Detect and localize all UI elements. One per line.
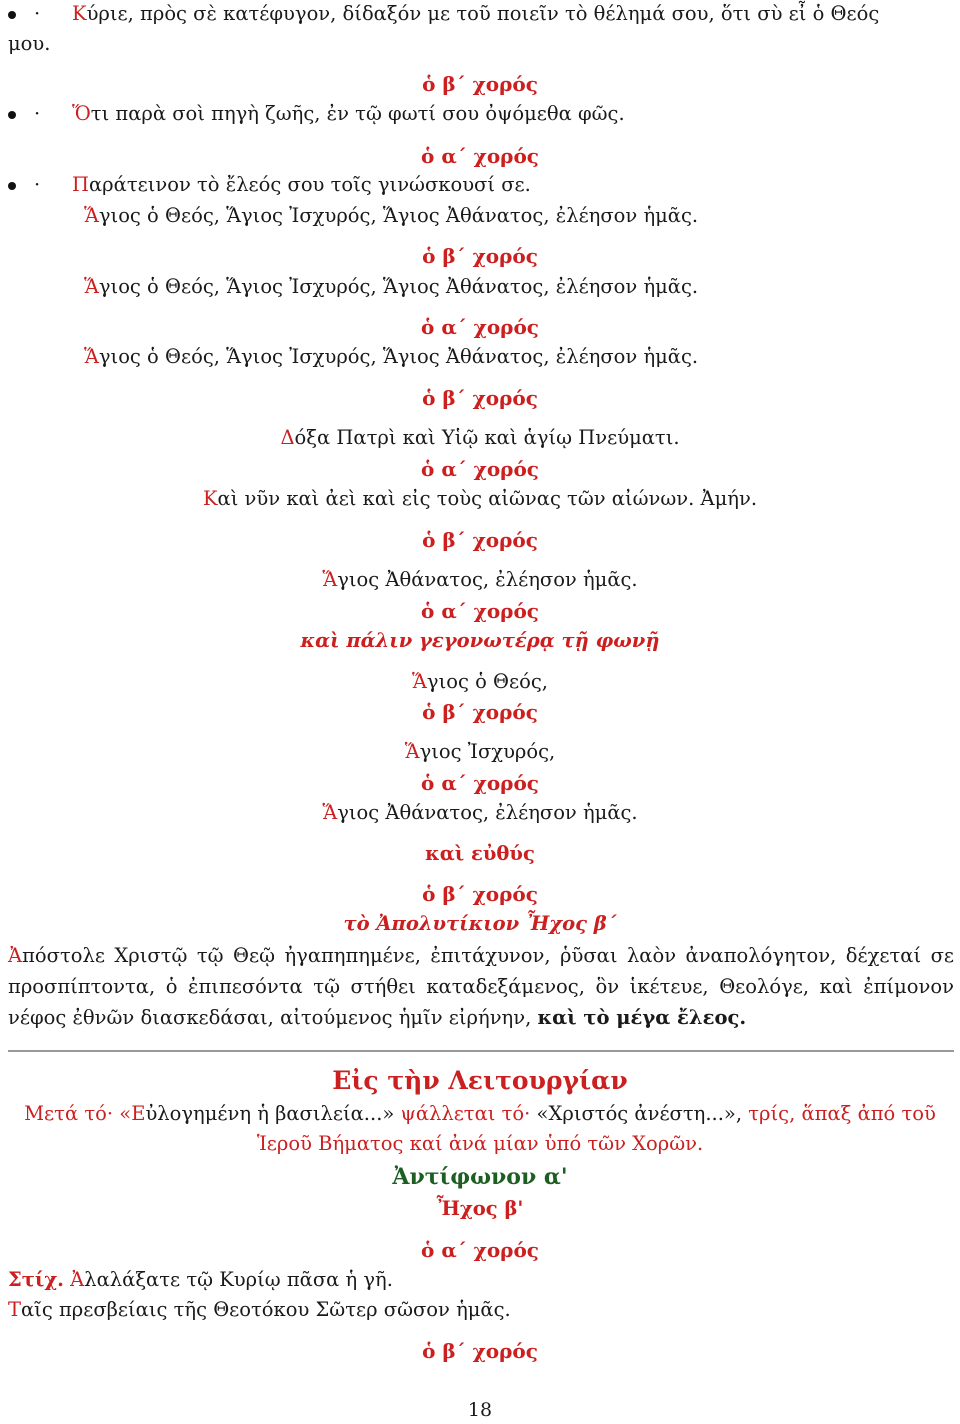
agios-ischyros-line: Ἅγιος Ἰσχυρός, xyxy=(404,740,556,763)
verse-line-1-cont: μου. xyxy=(8,32,51,55)
choir-a-label: ὁ α΄ χορός xyxy=(421,457,539,481)
trisagion-line-3: Ἅγιος ὁ Θεός, Ἅγιος Ἰσχυρός, Ἅγιος Ἀθάνατος, ἐλέησον ἡμᾶς. xyxy=(84,345,699,368)
kai-nyn-line: Καὶ νῦν καὶ ἀεὶ καὶ εἰς τοὺς αἰῶνας τῶν αἰώνων. Ἀμήν. xyxy=(202,487,758,510)
rubric-kai-euthys: καὶ εὐθύς xyxy=(425,842,535,865)
verse-line-2: · Ὅτι παρὰ σοὶ πηγὴ ζωῆς, ἐν τῷ φωτί σου ὀψόμεθα φῶς. xyxy=(8,100,625,128)
choir-b-label: ὁ β΄ χορός xyxy=(422,882,538,906)
choir-a-label: ὁ α΄ χορός xyxy=(421,315,539,339)
choir-a-label: ὁ α΄ χορός xyxy=(421,599,539,623)
choir-b-label: ὁ β΄ χορός xyxy=(422,528,538,552)
bullet-icon xyxy=(8,111,16,119)
verse-line-3: · Παράτεινον τὸ ἔλεός σου τοῖς γινώσκουσί σε. xyxy=(8,171,531,199)
verse-initial: Κ xyxy=(72,2,87,25)
verse-initial: Π xyxy=(72,173,90,196)
bullet-icon xyxy=(8,182,16,190)
choir-b-label: ὁ β΄ χορός xyxy=(422,386,538,410)
page-number: 18 xyxy=(467,1399,493,1421)
choir-b-label: ὁ β΄ χορός xyxy=(422,1339,538,1363)
stichos-line: Στίχ. Ἀλαλάξατε τῷ Κυρίῳ πᾶσα ἡ γῆ. xyxy=(8,1268,393,1291)
choir-b-label: ὁ β΄ χορός xyxy=(422,244,538,268)
choir-a-label: ὁ α΄ χορός xyxy=(421,1238,539,1262)
choir-b-label: ὁ β΄ χορός xyxy=(422,700,538,724)
section-divider xyxy=(8,1050,954,1052)
doxa-line: Δόξα Πατρὶ καὶ Υἱῷ καὶ ἁγίῳ Πνεύματι. xyxy=(280,426,680,449)
verse-line-1: · Κύριε, πρὸς σὲ κατέφυγον, δίδαξόν με τοῦ ποιεῖν τὸ θέλημά σου, ὅτι σὺ εἶ ὁ Θεός xyxy=(8,0,879,28)
apolytikion-title: τὸ Ἀπολυτίκιον Ἦχος β΄ xyxy=(343,912,617,935)
apolytikion-text: Ἀπόστολε Χριστῷ τῷ Θεῷ ἠγαπηπημένε, ἐπιτάχυνον, ῥῦσαι λαὸν ἀναπολόγητον, δέχεταί σε προσπίπτοντα, ὁ ἐπιπεσόντα τῷ στήθει καταδεξάμενος, ὃν ἱκέτευε, Θεολόγε, καὶ ἐπίμονον νέφος ἐθνῶν διασκεδάσαι, αἰτούμενος ἡμῖν εἰρήνην, καὶ τὸ μέγα ἔλεος. xyxy=(8,944,954,1029)
verse-text: ύριε, πρὸς σὲ κατέφυγον, δίδαξόν με τοῦ ποιεῖν τὸ θέλημά σου, ὅτι σὺ εἶ ὁ Θεός xyxy=(86,2,880,25)
trisagion-line-2: Ἅγιος ὁ Θεός, Ἅγιος Ἰσχυρός, Ἅγιος Ἀθάνατος, ἐλέησον ἡμᾶς. xyxy=(84,275,699,298)
echos-label: Ἦχος β' xyxy=(436,1197,524,1220)
refrain-line: Ταῖς πρεσβείαις τῆς Θεοτόκου Σῶτερ σῶσον ἡμᾶς. xyxy=(8,1298,511,1321)
verse-text: τι παρὰ σοὶ πηγὴ ζωῆς, ἐν τῷ φωτί σου ὀψόμεθα φῶς. xyxy=(90,102,625,125)
agios-theos-line: Ἅγιος ὁ Θεός, xyxy=(412,670,548,693)
athanatos-line-2: Ἅγιος Ἀθάνατος, ἐλέησον ἡμᾶς. xyxy=(322,801,638,824)
antiphon-title: Ἀντίφωνον α' xyxy=(392,1164,568,1190)
choir-a-label: ὁ α΄ χορός xyxy=(421,771,539,795)
trisagion-line-1: Ἅγιος ὁ Θεός, Ἅγιος Ἰσχυρός, Ἅγιος Ἀθάνατος, ἐλέησον ἡμᾶς. xyxy=(84,204,699,227)
rubric-line-1: Μετά τό· «Εὐλογημένη ἡ βασιλεία...» ψάλλεται τό· «Χριστός ἀνέστη...», τρίς, ἅπαξ ἀπό τοῦ xyxy=(24,1102,936,1125)
bullet-icon xyxy=(8,11,16,19)
verse-initial: Ὅ xyxy=(72,102,91,125)
choir-b-label: ὁ β΄ χορός xyxy=(422,72,538,96)
section-heading: Εἰς τὴν Λειτουργίαν xyxy=(332,1066,628,1095)
choir-a-label: ὁ α΄ χορός xyxy=(421,144,539,168)
verse-text: αράτεινον τὸ ἔλεός σου τοῖς γινώσκουσί σε. xyxy=(89,173,531,196)
athanatos-line: Ἅγιος Ἀθάνατος, ἐλέησον ἡμᾶς. xyxy=(322,568,638,591)
rubric-line-2: Ἱεροῦ Βήματος καί ἀνά μίαν ὑπό τῶν Χορῶν. xyxy=(256,1132,704,1155)
rubric-palin: καὶ πάλιν γεγονωτέρᾳ τῇ φωνῇ xyxy=(300,629,660,652)
